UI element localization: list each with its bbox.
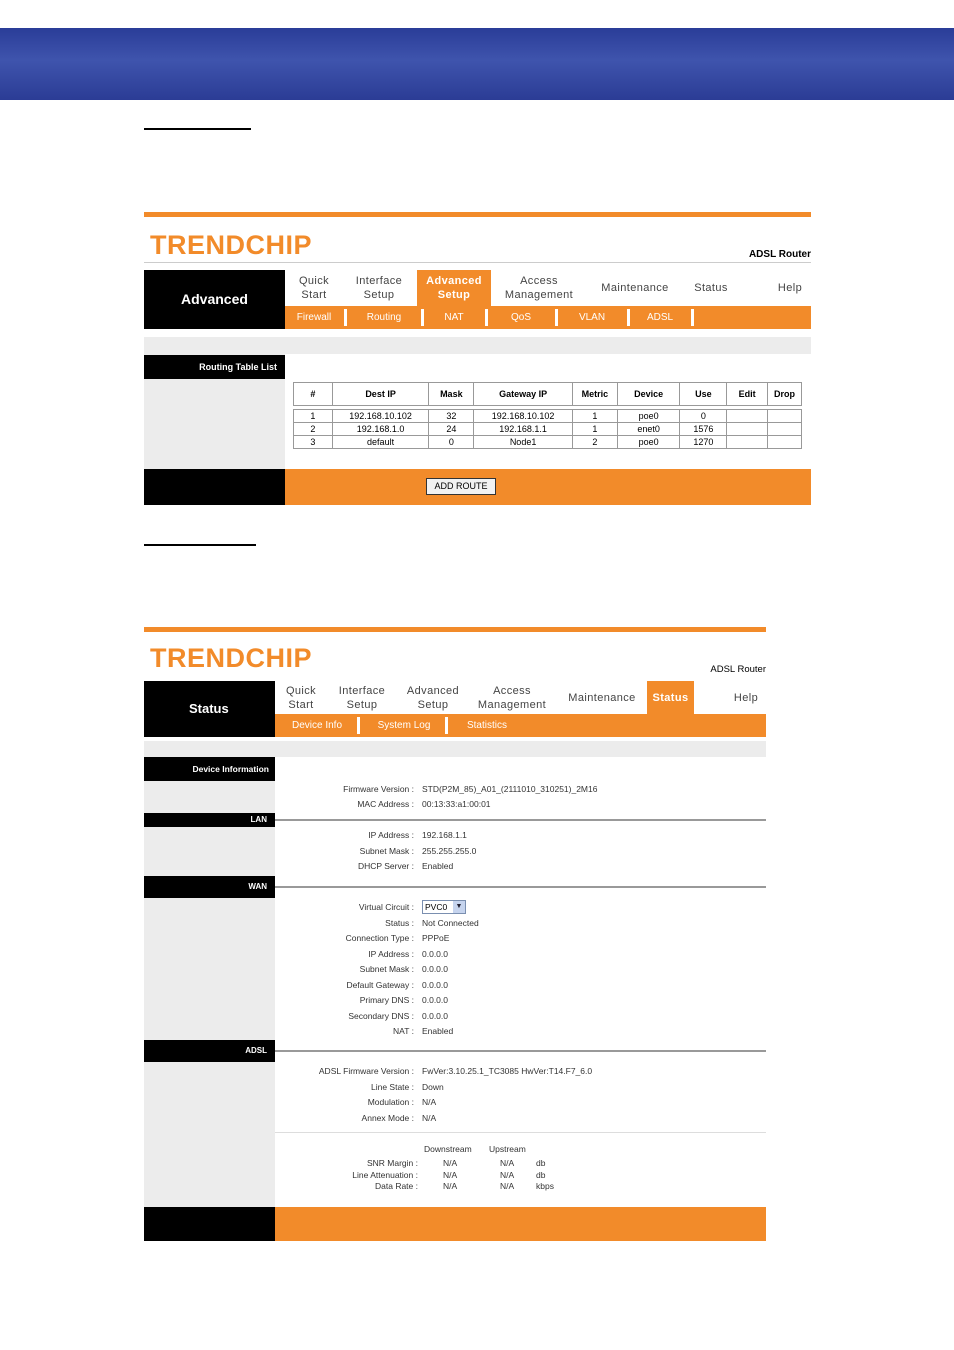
mac-address-value: 00:13:33:a1:00:01 xyxy=(422,799,491,809)
device-info-label: Device Information xyxy=(144,757,275,781)
nav-help[interactable]: Help xyxy=(733,692,759,704)
wan-status-value: Not Connected xyxy=(422,918,479,928)
lan-mask-value: 255.255.255.0 xyxy=(422,846,477,856)
snr-up-value: N/A xyxy=(500,1158,515,1168)
drop-cell[interactable] xyxy=(768,423,802,436)
subnav-separator xyxy=(555,309,558,326)
wan-mask-label: Subnet Mask : xyxy=(359,964,414,974)
rate-unit: kbps xyxy=(536,1181,554,1191)
lan-label: LAN xyxy=(144,813,275,827)
routing-table-label: Routing Table List xyxy=(144,355,285,379)
col-header: Device xyxy=(617,383,680,406)
subnav-separator xyxy=(627,309,630,326)
line-state-label: Line State : xyxy=(370,1082,414,1092)
routing-table xyxy=(293,382,802,449)
col-header: Use xyxy=(680,383,727,406)
table-cell: 24 xyxy=(429,423,474,436)
section-divider xyxy=(275,1050,766,1052)
connection-type-label: Connection Type : xyxy=(345,933,414,943)
col-header: Dest IP xyxy=(332,383,429,406)
section-box xyxy=(144,681,275,737)
default-gateway-value: 0.0.0.0 xyxy=(422,980,448,990)
table-cell: 192.168.10.102 xyxy=(474,410,573,423)
downstream-header: Downstream xyxy=(424,1144,472,1154)
sub-nav-bar xyxy=(285,306,811,329)
subnav-vlan[interactable]: VLAN xyxy=(578,312,606,323)
footer-black xyxy=(144,469,285,505)
nav-quick-start[interactable]: Quick Start xyxy=(285,685,317,711)
panel-top-bar xyxy=(144,212,811,217)
snr-margin-label: SNR Margin : xyxy=(366,1158,418,1168)
rate-up-value: N/A xyxy=(500,1181,515,1191)
lan-ip-value: 192.168.1.1 xyxy=(422,830,467,840)
wan-ip-value: 0.0.0.0 xyxy=(422,949,448,959)
table-cell: poe0 xyxy=(617,410,680,423)
adsl-firmware-label: ADSL Firmware Version : xyxy=(318,1066,414,1076)
subnav-separator xyxy=(344,309,347,326)
line-attenuation-label: Line Attenuation : xyxy=(352,1170,418,1180)
wan-status-label: Status : xyxy=(385,918,414,928)
firmware-version-value: STD(P2M_85)_A01_(2111010_310251)_2M16 xyxy=(422,784,598,794)
table-cell: 1576 xyxy=(680,423,727,436)
attenuation-down-value: N/A xyxy=(443,1170,458,1180)
subnav-qos[interactable]: QoS xyxy=(510,312,531,323)
footer-bar xyxy=(285,469,811,505)
table-cell: 32 xyxy=(429,410,474,423)
modulation-value: N/A xyxy=(422,1097,437,1107)
nav-status[interactable]: Status xyxy=(694,282,728,294)
nav-interface-setup[interactable]: Interface Setup xyxy=(355,275,403,301)
product-name: ADSL Router xyxy=(748,249,811,260)
adsl-label: ADSL xyxy=(144,1040,275,1062)
col-header: Gateway IP xyxy=(474,383,573,406)
attenuation-unit: db xyxy=(536,1170,546,1180)
subnav-separator xyxy=(421,309,424,326)
table-row xyxy=(294,423,802,436)
rate-down-value: N/A xyxy=(443,1181,458,1191)
lan-mask-label: Subnet Mask : xyxy=(359,846,414,856)
nav-maintenance[interactable]: Maintenance xyxy=(601,282,669,294)
table-cell: poe0 xyxy=(617,436,680,449)
nav-maintenance[interactable]: Maintenance xyxy=(568,692,636,704)
secondary-dns-label: Secondary DNS : xyxy=(348,1011,414,1021)
chevron-down-icon: ▼ xyxy=(453,901,465,913)
table-cell: 2 xyxy=(294,423,333,436)
divider xyxy=(144,262,811,263)
section-title: Advanced xyxy=(181,291,248,307)
section-box xyxy=(144,270,285,329)
nav-access-management[interactable]: Access Management xyxy=(504,275,574,301)
lan-ip-label: IP Address : xyxy=(368,830,414,840)
table-cell: 1 xyxy=(572,423,617,436)
add-route-button[interactable]: ADD ROUTE xyxy=(426,478,496,495)
table-cell: default xyxy=(332,436,429,449)
subnav-statistics[interactable]: Statistics xyxy=(466,720,507,731)
table-cell: 2 xyxy=(572,436,617,449)
subnav-firewall[interactable]: Firewall xyxy=(296,312,332,323)
adsl-firmware-value: FwVer:3.10.25.1_TC3085 HwVer:T14.F7_6.0 xyxy=(422,1066,593,1076)
subnav-separator xyxy=(485,309,488,326)
nav-help[interactable]: Help xyxy=(777,282,803,294)
mac-address-label: MAC Address : xyxy=(357,799,414,809)
table-cell: enet0 xyxy=(617,423,680,436)
footer-bar xyxy=(275,1207,766,1241)
modulation-label: Modulation : xyxy=(367,1097,414,1107)
upstream-header: Upstream xyxy=(489,1144,526,1154)
dhcp-label: DHCP Server : xyxy=(357,861,414,871)
table-row xyxy=(294,410,802,423)
nav-quick-start[interactable]: Quick Start xyxy=(298,275,330,301)
subnav-routing[interactable]: Routing xyxy=(366,312,402,323)
table-cell: 0 xyxy=(680,410,727,423)
nav-advanced-setup[interactable]: Advanced Setup xyxy=(417,270,491,306)
table-cell: 1 xyxy=(294,410,333,423)
nav-interface-setup[interactable]: Interface Setup xyxy=(338,685,386,711)
table-cell: 1 xyxy=(572,410,617,423)
page-banner xyxy=(0,28,954,100)
sub-nav-bar xyxy=(275,714,766,737)
col-header: Mask xyxy=(429,383,474,406)
annex-mode-value: N/A xyxy=(422,1113,437,1123)
stats-divider xyxy=(275,1132,766,1133)
status-panel xyxy=(144,627,766,1241)
primary-dns-value: 0.0.0.0 xyxy=(422,995,448,1005)
drop-cell[interactable] xyxy=(768,436,802,449)
trendchip-logo: TRENDCHIP xyxy=(150,230,313,260)
grey-strip xyxy=(144,337,811,354)
connection-type-value: PPPoE xyxy=(422,933,450,943)
table-cell: Node1 xyxy=(474,436,573,449)
virtual-circuit-label: Virtual Circuit : xyxy=(358,902,414,912)
section-divider xyxy=(275,819,766,821)
data-rate-label: Data Rate : xyxy=(375,1181,418,1191)
panel-top-bar xyxy=(144,627,766,632)
heading-underline xyxy=(144,128,251,130)
snr-down-value: N/A xyxy=(443,1158,458,1168)
col-header: # xyxy=(294,383,333,406)
col-header: Edit xyxy=(727,383,768,406)
nav-access-management[interactable]: Access Management xyxy=(477,685,547,711)
subnav-adsl[interactable]: ADSL xyxy=(646,312,674,323)
wan-mask-value: 0.0.0.0 xyxy=(422,964,448,974)
col-header: Drop xyxy=(768,383,802,406)
drop-cell[interactable] xyxy=(768,410,802,423)
attenuation-up-value: N/A xyxy=(500,1170,515,1180)
heading-underline xyxy=(144,544,256,546)
table-cell: 0 xyxy=(429,436,474,449)
snr-unit: db xyxy=(536,1158,546,1168)
secondary-dns-value: 0.0.0.0 xyxy=(422,1011,448,1021)
nat-label: NAT : xyxy=(393,1026,414,1036)
grey-strip xyxy=(144,741,766,757)
subnav-system-log[interactable]: System Log xyxy=(377,720,431,731)
wan-label: WAN xyxy=(144,876,275,898)
product-name: ADSL Router xyxy=(710,664,766,675)
subnav-separator xyxy=(691,309,694,326)
section-title: Status xyxy=(189,701,229,716)
annex-mode-label: Annex Mode : xyxy=(361,1113,414,1123)
footer-black xyxy=(144,1207,275,1241)
subnav-device-info[interactable]: Device Info xyxy=(291,720,343,731)
subnav-separator xyxy=(445,717,448,734)
table-cell: 3 xyxy=(294,436,333,449)
primary-dns-label: Primary DNS : xyxy=(359,995,414,1005)
table-row xyxy=(294,436,802,449)
trendchip-logo: TRENDCHIP xyxy=(150,643,313,673)
table-cell: 192.168.1.1 xyxy=(474,423,573,436)
dhcp-value: Enabled xyxy=(422,861,454,871)
table-header-row xyxy=(294,383,802,406)
nav-advanced-setup[interactable]: Advanced Setup xyxy=(406,685,460,711)
edit-cell[interactable] xyxy=(727,410,768,423)
virtual-circuit-select[interactable] xyxy=(422,900,466,914)
edit-cell[interactable] xyxy=(727,423,768,436)
table-cell: 192.168.1.0 xyxy=(332,423,429,436)
col-header: Metric xyxy=(572,383,617,406)
virtual-circuit-value: PVC0 xyxy=(425,902,448,912)
subnav-nat[interactable]: NAT xyxy=(444,312,464,323)
nat-value: Enabled xyxy=(422,1026,454,1036)
nav-status[interactable]: Status xyxy=(647,681,694,714)
table-cell: 192.168.10.102 xyxy=(332,410,429,423)
routing-panel xyxy=(144,212,811,505)
line-state-value: Down xyxy=(422,1082,444,1092)
default-gateway-label: Default Gateway : xyxy=(346,980,414,990)
section-divider xyxy=(275,886,766,888)
edit-cell[interactable] xyxy=(727,436,768,449)
subnav-separator xyxy=(357,717,360,734)
table-cell: 1270 xyxy=(680,436,727,449)
wan-ip-label: IP Address : xyxy=(368,949,414,959)
firmware-version-label: Firmware Version : xyxy=(343,784,414,794)
